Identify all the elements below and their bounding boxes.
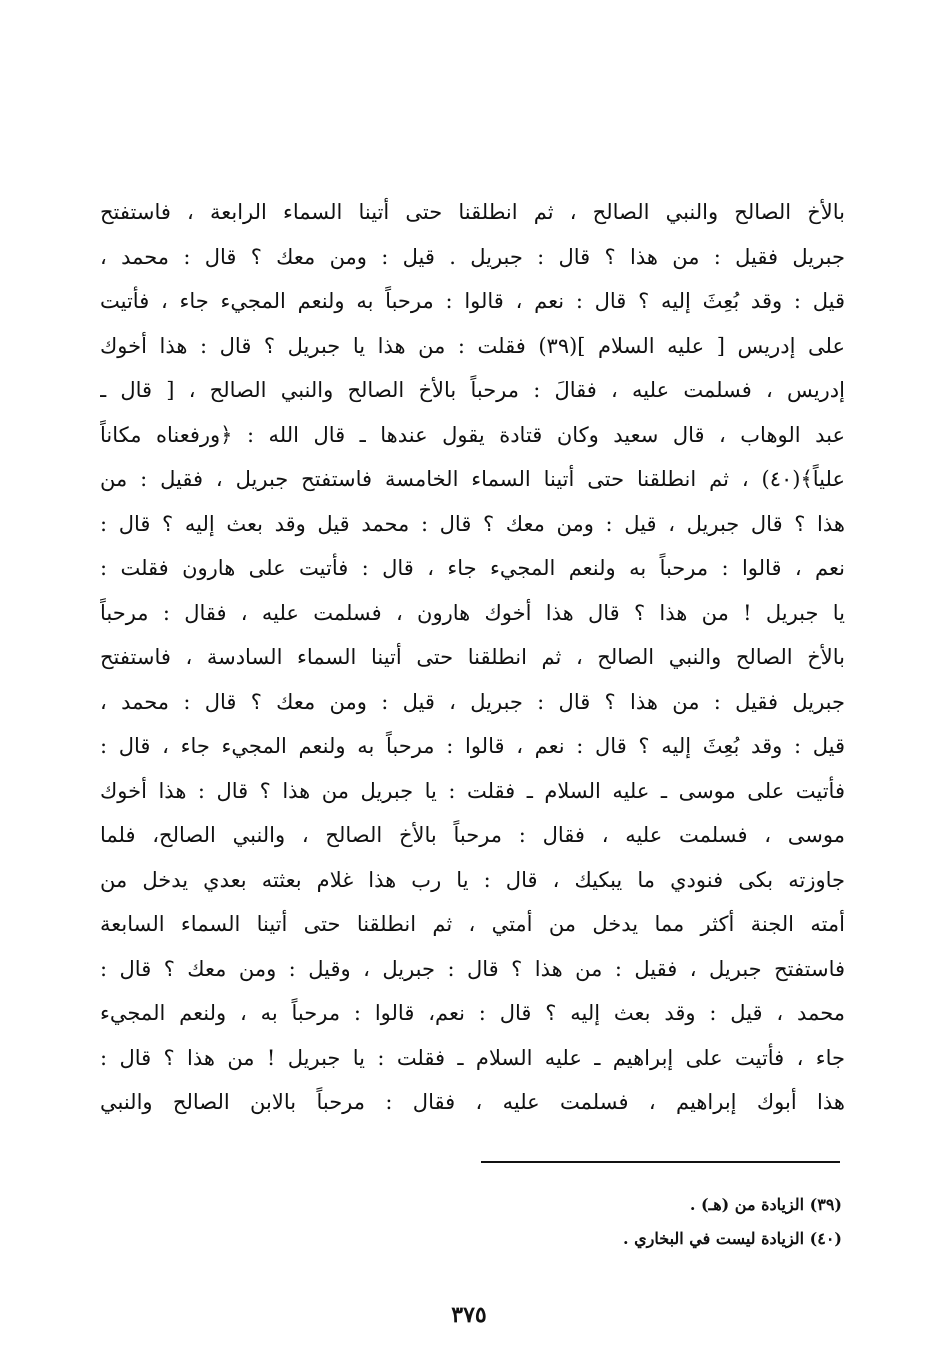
text-line: على إدريس [ عليه السلام ](٣٩) فقلت : من هذا يا جبريل ؟ قال : هذا أخوك bbox=[100, 333, 845, 358]
text-line: أمته الجنة أكثر مما يدخل من أمتي ، ثم انطلقنا حتى أتينا السماء السابعة bbox=[100, 912, 845, 936]
text-line: قيل : وقد بُعِثَ إليه ؟ قال : نعم ، قالوا : مرحباً به ولنعم المجيء جاء ، قال : bbox=[100, 734, 845, 758]
text-line: هذا أبوك إبراهيم ، فسلمت عليه ، فقال : مرحباً بالابن الصالح والنبي bbox=[100, 1090, 845, 1114]
footnotes bbox=[242, 1188, 842, 1256]
text-line: بالأخ الصالح والنبي الصالح ، ثم انطلقنا حتى أتينا السماء السادسة ، فاستفتح bbox=[100, 645, 845, 669]
text-line: فأتيت على موسى ـ عليه السلام ـ فقلت : يا جبريل من هذا ؟ قال : هذا أخوك bbox=[100, 778, 845, 803]
text-line: جبريل فقيل : من هذا ؟ قال : جبريل ، قيل : ومن معك ؟ قال : محمد ، bbox=[100, 689, 845, 714]
text-line: موسى ، فسلمت عليه ، فقال : مرحباً بالأخ الصالح ، والنبي الصالح، فلما bbox=[100, 823, 845, 847]
text-line: علياً﴾(٤٠) ، ثم انطلقنا حتى أتينا السماء الخامسة فاستفتح جبريل ، فقيل : من bbox=[100, 467, 845, 491]
page-number: ٣٧٥ bbox=[451, 1302, 487, 1328]
text-line: إدريس ، فسلمت عليه ، فقالَ : مرحباً بالأخ الصالح والنبي الصالح ، [ قال ـ bbox=[100, 378, 845, 402]
text-line: جاء ، فأتيت على إبراهيم ـ عليه السلام ـ فقلت : يا جبريل ! من هذا ؟ قال : bbox=[100, 1045, 845, 1070]
main-text bbox=[100, 190, 845, 1125]
text-line: جاوزته بكى فنودي ما يبكيك ، قال : يا رب هذا غلام بعثته بعدي يدخل من bbox=[100, 867, 845, 892]
footnote-divider bbox=[481, 1161, 840, 1163]
text-line: قيل : وقد بُعِثَ إليه ؟ قال : نعم ، قالوا : مرحباً به ولنعم المجيء جاء ، فأتيت bbox=[100, 289, 845, 313]
text-line: هذا ؟ قال جبريل ، قيل : ومن معك ؟ قال : محمد قيل وقد بعث إليه ؟ قال : bbox=[100, 511, 845, 536]
text-line: بالأخ الصالح والنبي الصالح ، ثم انطلقنا حتى أتينا السماء الرابعة ، فاستفتح bbox=[100, 200, 845, 224]
text-line: يا جبريل ! من هذا ؟ قال هذا أخوك هارون ، فسلمت عليه ، فقال : مرحباً bbox=[100, 600, 845, 625]
text-line: فاستفتح جبريل ، فقيل : من هذا ؟ قال : جبريل ، وقيل : ومن معك ؟ قال : bbox=[100, 956, 845, 981]
text-line: جبريل فقيل : من هذا ؟ قال : جبريل . قيل : ومن معك ؟ قال : محمد ، bbox=[100, 244, 845, 269]
footnote-40: (٤٠) الزيادة ليست في البخاري . bbox=[622, 1229, 842, 1248]
footnote-39: (٣٩) الزيادة من (هـ) . bbox=[689, 1195, 842, 1214]
text-line: عبد الوهاب ، قال سعيد وكان قتادة يقول عندها ـ قال الله : ﴿ورفعناه مكاناً bbox=[100, 422, 845, 447]
text-line: نعم ، قالوا : مرحباً به ولنعم المجيء جاء ، قال : فأتيت على هارون فقلت : bbox=[100, 556, 845, 580]
text-line: محمد ، قيل : وقد بعث إليه ؟ قال : نعم، قالوا : مرحباً به ، ولنعم المجيء bbox=[100, 1001, 845, 1025]
